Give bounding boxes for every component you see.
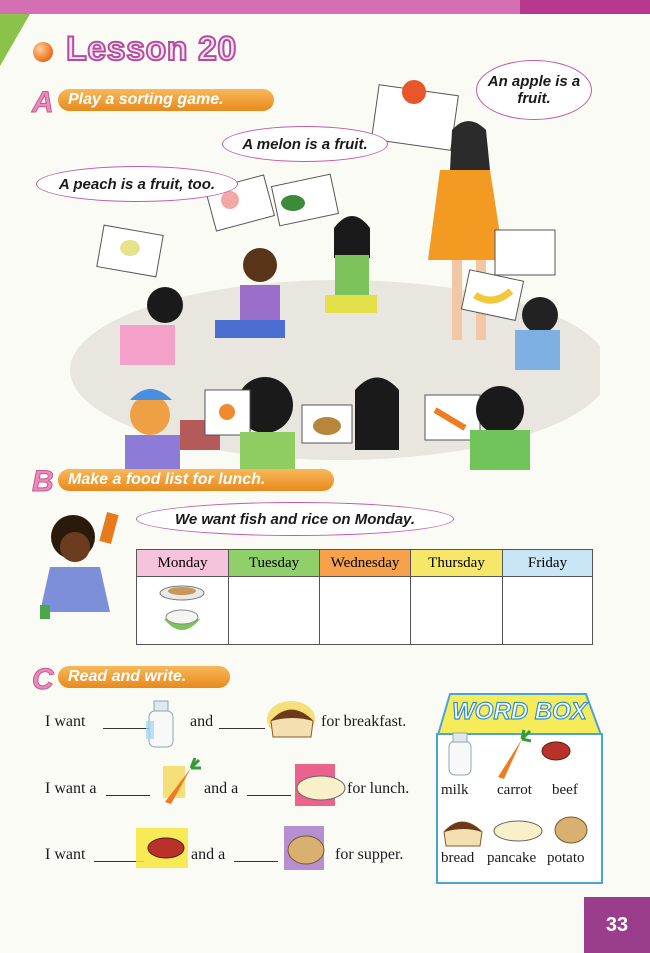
word-box-beef: beef xyxy=(552,782,578,798)
section-a-banner: Play a sorting game. xyxy=(58,89,274,111)
word-box-title: WORD BOX xyxy=(452,698,587,725)
monday-cell xyxy=(137,577,229,645)
word-box-bread: bread xyxy=(441,850,475,866)
friday-header: Friday xyxy=(503,550,593,577)
lesson-orb-icon xyxy=(33,42,53,62)
boy-speech-bubble: A peach is a fruit, too. xyxy=(36,166,238,202)
word-box-potato: potato xyxy=(547,850,585,866)
blank-2b[interactable] xyxy=(247,795,291,796)
sentence-2-start: I want a xyxy=(45,780,97,797)
boy-speech-bubble-b: We want fish and rice on Monday. xyxy=(136,502,454,536)
word-box-carrot-icon xyxy=(494,729,534,781)
sentence-3-mid: and a xyxy=(191,846,226,863)
friday-cell[interactable] xyxy=(503,577,593,645)
lesson-title: Lesson 20 xyxy=(66,30,237,68)
top-bar-highlight xyxy=(0,0,520,14)
word-box-carrot: carrot xyxy=(497,782,532,798)
girl-speech-bubble: A melon is a fruit. xyxy=(222,126,388,162)
boy-with-carrot-illustration xyxy=(35,505,125,625)
sentence-2-mid: and a xyxy=(204,780,239,797)
sentence-2-end: for lunch. xyxy=(347,780,410,797)
sentence-1-end: for breakfast. xyxy=(321,713,407,730)
word-box-milk: milk xyxy=(441,782,469,798)
bread-icon xyxy=(263,697,319,747)
word-box-potato-icon xyxy=(552,814,590,846)
teacher-speech-bubble: An apple is a fruit. xyxy=(476,60,592,120)
wednesday-header: Wednesday xyxy=(320,550,411,577)
sentence-1-start: I want xyxy=(45,713,86,730)
milk-icon xyxy=(146,699,176,749)
tuesday-header: Tuesday xyxy=(229,550,320,577)
sentence-3-end: for supper. xyxy=(335,846,404,863)
sentence-3-start: I want xyxy=(45,846,86,863)
thursday-header: Thursday xyxy=(411,550,503,577)
carrot-icon xyxy=(157,758,205,808)
section-c-banner: Read and write. xyxy=(58,666,230,688)
food-list-table xyxy=(136,549,593,645)
beef-icon xyxy=(136,826,192,870)
potato-icon xyxy=(280,826,330,870)
section-b-banner: Make a food list for lunch. xyxy=(58,469,334,491)
section-b-letter: B xyxy=(32,465,54,498)
monday-header: Monday xyxy=(137,550,229,577)
blank-1b[interactable] xyxy=(219,728,265,729)
section-c-letter: C xyxy=(32,663,54,696)
thursday-cell[interactable] xyxy=(411,577,503,645)
tuesday-cell[interactable] xyxy=(229,577,320,645)
sentence-1-mid: and xyxy=(190,713,214,730)
blank-3b[interactable] xyxy=(234,861,278,862)
word-box-bread-icon xyxy=(440,814,486,848)
word-box-beef-icon xyxy=(540,738,572,764)
wednesday-cell[interactable] xyxy=(320,577,411,645)
page-number: 33 xyxy=(584,897,650,953)
section-a-letter: A xyxy=(32,86,54,119)
blank-2a[interactable] xyxy=(106,795,150,796)
fish-and-rice-icon xyxy=(137,577,228,639)
corner-decoration xyxy=(0,14,30,66)
pancake-icon xyxy=(291,764,347,808)
word-box-milk-icon xyxy=(446,731,474,777)
word-box-pancake-icon xyxy=(492,818,544,844)
blank-1a[interactable] xyxy=(103,728,149,729)
word-box-pancake: pancake xyxy=(487,850,537,866)
